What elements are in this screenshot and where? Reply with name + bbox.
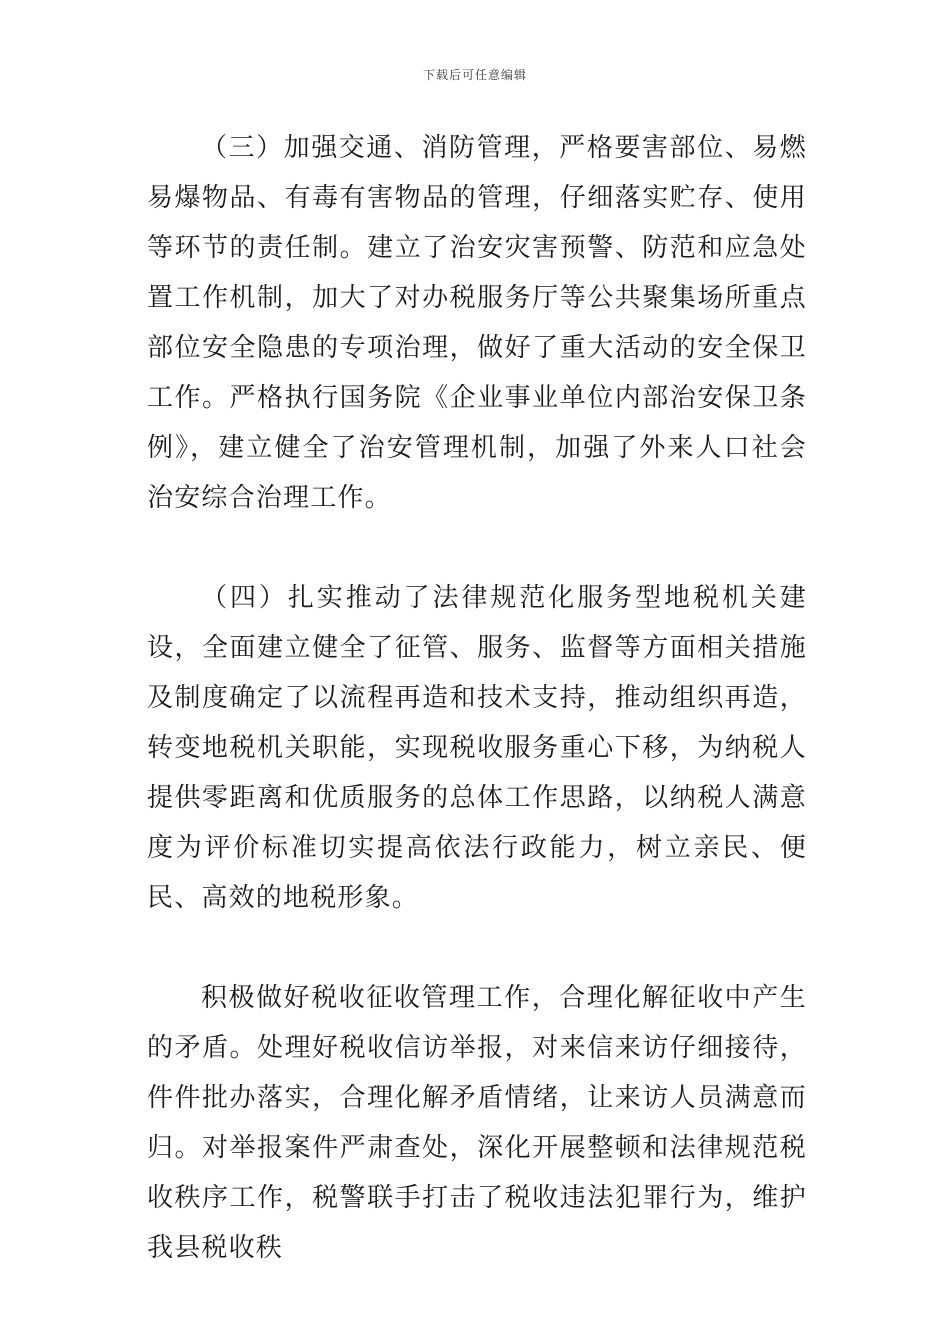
paragraph-section-four: （四）扎实推动了法律规范化服务型地税机关建设，全面建立健全了征管、服务、监督等方面相关措施及制度确定了以流程再造和技术支持，推动组织再造，转变地税机关职能，实现税收服务重心下移，为纳税人提供零距离和优质服务的总体工作思路，以纳税人满意度为评价标准切实提高依法行政能力，树立亲民、便民、高效的地税形象。 xyxy=(147,583,807,913)
header-note: 下载后可任意编辑 xyxy=(422,68,527,82)
paragraph-tax-collection: 积极做好税收征收管理工作，合理化解征收中产生的矛盾。处理好税收信访举报，对来信来访仔细接待，件件批办落实，合理化解矛盾情绪，让来访人员满意而归。对举报案件严肃查处，深化开展整顿和法律规范税收秩序工作，税警联手打击了税收违法犯罪行为，维护我县税收秩 xyxy=(147,983,807,1263)
paragraph-section-three: （三）加强交通、消防管理，严格要害部位、易燃易爆物品、有毒有害物品的管理，仔细落实贮存、使用等环节的责任制。建立了治安灾害预警、防范和应急处置工作机制，加大了对办税服务厅等公共聚集场所重点部位安全隐患的专项治理，做好了重大活动的安全保卫工作。严格执行国务院《企业事业单位内部治安保卫条例》，建立健全了治安管理机制，加强了外来人口社会治安综合治理工作。 xyxy=(147,133,807,513)
